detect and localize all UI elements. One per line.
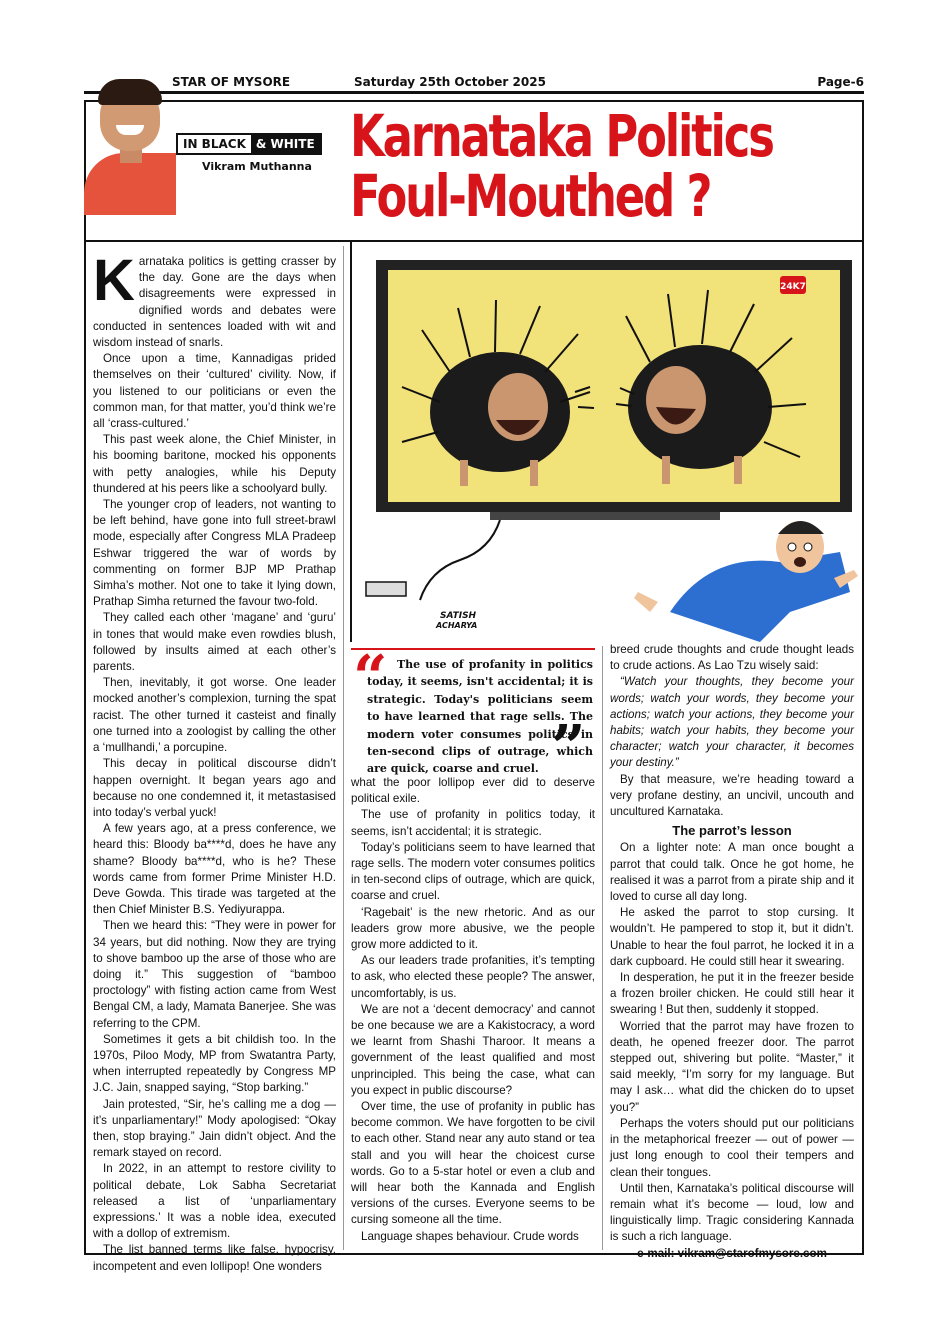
paragraph: We are not a ‘decent democracy’ and cannot be one because we are a Kakistocracy, a word we learnt from Shashi Tharoor. It means a government of the least qualified and most unprincipled. This being the case, what can you expect in public discourse? [351, 1002, 595, 1097]
cartoon-illustration [350, 242, 862, 642]
subheading: The parrot’s lesson [672, 823, 792, 839]
power-socket [366, 582, 406, 596]
paragraph: arnataka politics is getting crasser by the day. Gone are the days when disagreements were expressed in dignified words and debates were conducted in sentences loaded with wit and wisdom instead of snarls. [93, 255, 336, 350]
paragraph: Perhaps the voters should put our politicians in the metaphorical freezer — out of power — just long enough to cool their tempers and clean their tongues. [610, 1116, 854, 1179]
column-label-black: IN BLACK [178, 135, 251, 153]
cartoonist-signature-line-1: SATISH [440, 611, 477, 621]
headline-line-1: Karnataka Politics [350, 102, 773, 170]
tv-channel-badge-text: 24K7 [780, 282, 806, 292]
body-column-1 [93, 248, 336, 1275]
paragraph: This decay in political discourse didn’t happen overnight. It began years ago and because no one condemned it, it metastasised into today’s verbal yuck! [93, 757, 336, 819]
paragraph: Then we heard this: “They were in power for 34 years, but did nothing. Now they are trying to shove bamboo up the arse of those who are doing it.” This suggestion of “bamboo proctology” with fisting action came from West Bengal CM, a lady, Mamata Banerjee. She was referring to the CPM. [93, 919, 336, 1030]
open-quote-icon: “ [353, 643, 388, 713]
headline-line-2: Foul-Mouthed ? [350, 162, 711, 230]
paragraph: Until then, Karnataka’s political discourse will remain what it’s become — loud, low and linguistically limp. Tragic considering Kannada is such a rich language. [610, 1181, 854, 1244]
body-column-3 [610, 642, 854, 1262]
page-number: Page-6 [817, 75, 864, 89]
headline [350, 102, 789, 230]
paragraph: The list banned terms like false, hypocrisy, incompetent and even lollipop! One wonders [93, 1243, 336, 1273]
paragraph: Today’s politicians seem to have learned that rage sells. The modern voter consumes politics in ten-second clips of outrage, which are quick, coarse and cruel. [351, 840, 595, 903]
paragraph: The use of profanity in politics today, it seems, isn’t accidental; it is strategic. [351, 808, 595, 838]
author-photo [84, 75, 176, 215]
body-column-2 [351, 775, 595, 1245]
masthead [84, 72, 864, 92]
paragraph: breed crude thoughts and crude thought leads to crude actions. As Lao Tzu wisely said: [610, 643, 854, 673]
paragraph: They called each other ‘magane’ and ‘guru’ in tones that would make even rowdies blush, followed by insults aimed at each other’s parents. [93, 611, 336, 674]
paragraph: Over time, the use of profanity in public has become common. We have forgotten to be civil to each other. Stand near any auto stand or tea stall and you will hear the choicest curse words. Go to a 5-star hotel or even a club and will hear both the Kannada and English versions of the curses. Everyone seems to be cursing someone all the time. [351, 1100, 595, 1227]
paragraph: ‘Ragebait’ is the new rhetoric. And as our leaders grow more abusive, we the people grow more addicted to it. [351, 905, 595, 952]
paragraph: Sometimes it gets a bit childish too. In the 1970s, Piloo Mody, MP from Swatantra Party, when interrupted repeatedly by Congress MP J.C. Jain, snapped saying, “Stop barking.” [93, 1032, 336, 1095]
column-label [176, 133, 322, 155]
paragraph: This past week alone, the Chief Minister, in his booming baritone, mocked his opponents with petty analogies, while his Deputy thundered at his peers like a schoolyard bully. [93, 433, 336, 495]
drop-cap: K [93, 248, 135, 313]
cartoonist-signature-line-2: ACHARYA [436, 621, 478, 630]
lao-tzu-quote: “Watch your thoughts, they become your words; watch your words, they become your actions; watch your actions, they become your habits; watch your habits, they become your character; watch your character, it becomes your destiny.” [610, 675, 854, 770]
paragraph: As our leaders trade profanities, it’s tempting to ask, who elected these people? The answer, uncomfortably, is us. [351, 954, 595, 1000]
author-email: e-mail: vikram@starofmysore.com [637, 1246, 827, 1260]
paragraph: In desperation, he put it in the freezer beside a frozen broiler chicken. He could still hear it swearing ! But then, suddenly it stopped. [610, 971, 854, 1017]
paragraph: The younger crop of leaders, not wanting to be left behind, have gone into full street-brawl mode, especially after Congress MLA Pradeep Eshwar triggered the war of words by commenting on former BJP MP Prathap Simha’s mother. Not one to take it lying down, Prathap Simha returned the favour two-fold. [93, 498, 336, 609]
paragraph: what the poor lollipop ever did to deserve political exile. [351, 776, 595, 806]
paragraph: By that measure, we’re heading toward a very profane destiny, an uncivil, uncouth and uncultured Karnataka. [610, 772, 854, 819]
paragraph: Jain protested, “Sir, he’s calling me a dog — it’s unparliamentary!” Mody apologised: “Okay then, stop braying.” Jain didn’t object. And the remark stayed on record. [93, 1097, 336, 1160]
paragraph: Then, inevitably, it got worse. One leader mocked another’s complexion, turning the spat racist. The other turned it casteist and finally one turned into a zoologist by calling the other a ‘mullhandi,’ a porcupine. [93, 676, 336, 755]
column-label-white: & WHITE [251, 135, 320, 153]
paragraph: On a lighter note: A man once bought a parrot that could talk. Once he got home, he realised it was a parrot from a pirate ship and it loved to curse all day long. [610, 841, 854, 904]
pull-quote-text: The use of profanity in politics today, it seems, isn't accidental; it is strategic. Today's politicians seem to have learned that rage sells. The modern voter consumes politics in ten-second clips of outrage, which are quick, coarse and cruel. [367, 658, 593, 776]
close-quote-icon: ” [551, 713, 586, 783]
pull-quote [351, 643, 595, 783]
tv-stand [490, 512, 720, 520]
column-rule-2 [602, 646, 603, 1250]
paragraph: In 2022, in an attempt to restore civility to political debate, Lok Sabha Secretariat released a list of ‘unparliamentary expressions.’ It was a noble idea, executed with a dollop of extremism. [93, 1162, 336, 1241]
issue-date: Saturday 25th October 2025 [354, 75, 546, 89]
column-rule-1 [343, 246, 344, 1250]
author-name: Vikram Muthanna [202, 160, 312, 173]
tv-cable [420, 520, 500, 600]
paragraph: Worried that the parrot may have frozen to death, he opened freezer door. The parrot stepped out, shivering but polite. “Master,” it said meekly, “I’m sorry for my language. But may I ask… what did the chicken do to upset you?” [610, 1019, 854, 1114]
paragraph: A few years ago, at a press conference, we heard this: Bloody ba****d, does he have any shame? Bloody ba****d, who is he? These words came from former Prime Minister H.D. Deve Gowda. This tirade was targeted at the then Chief Minister B.S. Yediyurappa. [93, 822, 336, 917]
shocked-man [634, 521, 858, 642]
paragraph: He asked the parrot to stop cursing. It wouldn’t. He pampered to stop it, but it didn’t. Unable to hear the foul parrot, he locked it in a dark cupboard. He could still hear it swearing. [610, 906, 854, 968]
paragraph: Once upon a time, Kannadigas prided themselves on their ‘cultured’ civility. Now, if you listened to our politicians or even the common man, for that matter, you’d think we’re all ‘crass-cultured.’ [93, 352, 336, 431]
publication-name: STAR OF MYSORE [172, 75, 291, 89]
masthead-rule [84, 91, 864, 94]
paragraph: Language shapes behaviour. Crude words [361, 1229, 579, 1243]
